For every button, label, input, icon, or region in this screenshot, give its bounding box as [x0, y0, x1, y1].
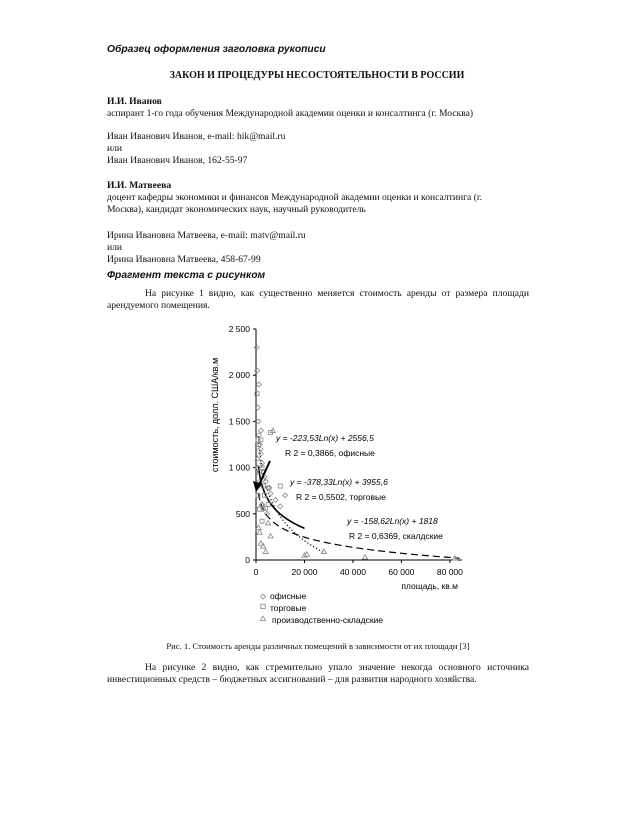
figure-caption: Рис. 1. Стоимость аренды различных помещений в зависимости от их площади [3] — [166, 641, 470, 651]
author2-name: И.И. Матвеева — [107, 180, 172, 191]
r2-office: R 2 = 0,3866, офисные — [285, 448, 375, 458]
data-point-diamond — [260, 460, 265, 465]
data-point-triangle — [268, 533, 273, 538]
author1-or: или — [107, 143, 123, 154]
author2-or: или — [107, 242, 123, 253]
data-point-square — [260, 519, 264, 523]
legend-label-retail: торговые — [270, 603, 307, 613]
legend — [260, 591, 383, 625]
author2-contact-phone: Ирина Ивановна Матвеева, 458-67-99 — [107, 254, 261, 265]
y-tick-label: 1 500 — [228, 416, 250, 427]
y-tick-label: 1 000 — [228, 462, 250, 473]
data-point-diamond — [258, 451, 263, 456]
legend-marker-office — [261, 594, 266, 599]
data-point-diamond — [273, 497, 278, 502]
x-axis-label: площадь, кв.м — [401, 581, 458, 591]
sample-heading: Образец оформления заголовка рукописи — [107, 44, 326, 55]
x-tick-label: 60 000 — [388, 567, 415, 577]
data-point-triangle — [263, 549, 268, 554]
legend-marker-retail — [261, 604, 265, 608]
paragraph-1: На рисунке 1 видно, как существенно меняется стоимость аренды от размера площади арендуемого помещения. — [107, 288, 529, 311]
data-point-diamond — [256, 419, 261, 424]
y-tick-label: 2 000 — [228, 370, 250, 381]
data-point-square — [256, 438, 260, 442]
legend-label-office: офисные — [270, 591, 307, 601]
x-tick-label: 80 000 — [436, 567, 463, 577]
paragraph-2: На рисунке 2 видно, как стремительно упало значение некогда основного источника инвестиционных средств – бюджетных ассигнований – для развития народного хозяйства. — [107, 662, 529, 685]
x-tick-label: 20 000 — [291, 567, 318, 577]
author1-contact-email: Иван Иванович Иванов, e-mail: hik@mail.ru — [107, 131, 286, 142]
fragment-heading: Фрагмент текста с рисунком — [107, 270, 266, 281]
r2-warehouse: R 2 = 0,6369, скалдские — [349, 531, 443, 541]
data-point-diamond — [258, 447, 263, 452]
data-point-square — [278, 484, 282, 488]
data-point-triangle — [266, 520, 271, 525]
author2-position-line1: доцент кафедры экономики и финансов Международной академии оценки и консалтинга (г. — [107, 192, 483, 203]
legend-marker-warehouse — [260, 616, 265, 621]
author1-position: аспирант 1-го года обучения Международной академии оценки и консалтинга (г. Москва) — [107, 108, 474, 119]
eq-office: y = -223,53Ln(x) + 2556,5 — [276, 433, 374, 443]
data-point-diamond — [278, 504, 283, 509]
x-tick-label: 0 — [253, 567, 259, 577]
data-point-triangle — [261, 544, 266, 549]
eq-warehouse: y = -158,62Ln(x) + 1818 — [347, 516, 438, 526]
author1-contact-phone: Иван Иванович Иванов, 162-55-97 — [107, 155, 248, 166]
y-tick-label: 500 — [235, 508, 250, 519]
data-point-triangle — [256, 525, 261, 530]
author2-position-line2: Москва), кандидат экономических наук, научный руководитель — [107, 204, 366, 215]
y-tick-label: 2 500 — [228, 324, 250, 334]
y-axis-label: стоимость, долл. США/кв.м — [210, 357, 220, 473]
data-point-square — [259, 438, 263, 442]
r2-retail: R 2 = 0,5502, торговые — [296, 492, 386, 502]
data-point-triangle — [257, 530, 262, 535]
author2-contact-email: Ирина Ивановна Матвеева, e-mail: matv@mail.ru — [107, 230, 306, 241]
data-point-diamond — [254, 345, 259, 350]
y-tick-label: 0 — [245, 555, 250, 565]
author1-name: И.И. Иванов — [107, 96, 162, 107]
data-point-diamond — [283, 493, 288, 498]
x-tick-label: 40 000 — [339, 567, 366, 577]
data-point-diamond — [256, 382, 261, 387]
data-point-triangle — [362, 555, 367, 560]
data-point-diamond — [255, 368, 260, 373]
legend-label-warehouse: производственно-складские — [272, 615, 384, 625]
eq-retail: y = -378,33Ln(x) + 3955,6 — [290, 477, 388, 487]
paper-title: ЗАКОН И ПРОЦЕДУРЫ НЕСОСТОЯТЕЛЬНОСТИ В РОССИИ — [169, 70, 465, 81]
